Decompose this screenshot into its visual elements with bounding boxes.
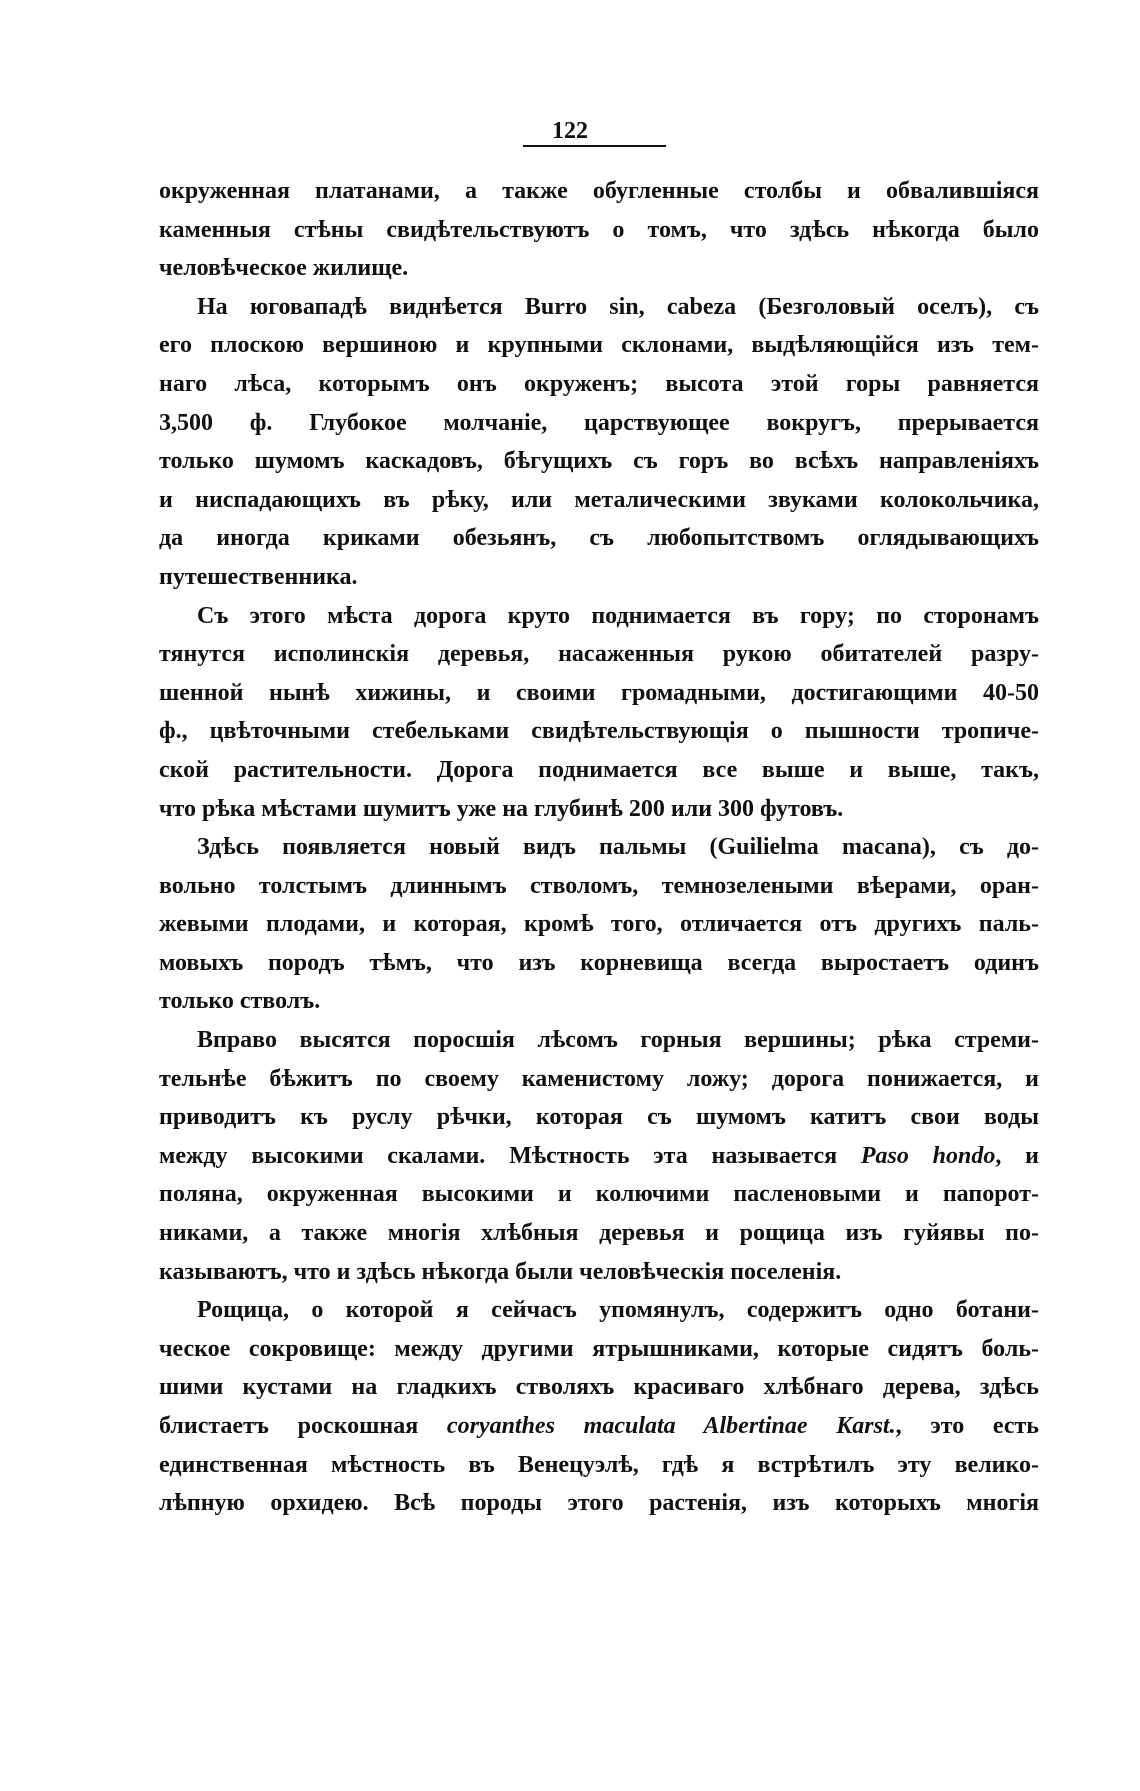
text-line: человѣческое жилище. <box>159 255 409 282</box>
text-line: наго лѣса, которымъ онъ окруженъ; высота этой горы равняется <box>159 370 1039 397</box>
text-line: что рѣка мѣстами шумитъ уже на глубинѣ 200 или 300 футовъ. <box>159 795 844 822</box>
text-line: приводитъ къ руслу рѣчки, которая съ шумомъ катитъ свои воды <box>159 1104 1039 1131</box>
text-line: ф., цвѣточными стебельками свидѣтельствующiя о пышности тропиче- <box>159 718 1039 745</box>
text-line: тянутся исполинскiя деревья, насаженныя рукою обитателей разру- <box>159 641 1039 668</box>
text-line: Здѣсь появляется новый видъ пальмы (Guilielma macana), съ до- <box>197 834 1039 861</box>
body-text <box>159 172 1039 1523</box>
text-line: единственная мѣстность въ Венецуэлѣ, гдѣ я встрѣтилъ эту велико- <box>159 1451 1039 1478</box>
text-fragment: , это есть <box>895 1413 1039 1439</box>
text-line: лѣпную орхидею. Всѣ породы этого растенiя, изъ которыхъ многiя <box>159 1490 1039 1517</box>
paragraph-3 <box>159 597 1039 829</box>
text-line: Рощица, о которой я сейчасъ упомянулъ, содержитъ одно ботани- <box>197 1297 1039 1324</box>
italic-place-name: Paso hondo <box>860 1142 996 1169</box>
text-line: ской растительности. Дорога поднимается все выше и выше, такъ, <box>159 756 1039 783</box>
text-line: шими кустами на гладкихъ стволяхъ красиваго хлѣбнаго дерева, здѣсь <box>159 1374 1039 1401</box>
page-number-rule <box>523 145 666 147</box>
paragraph-4 <box>159 828 1039 1021</box>
text-line: ческое сокровище: между другими ятрышниками, которые сидятъ боль- <box>159 1335 1039 1362</box>
text-fragment: блистаетъ роскошная <box>159 1413 447 1439</box>
text-line: путешественника. <box>159 563 358 590</box>
text-line: Съ этого мѣста дорога круто поднимается въ гору; по сторонамъ <box>197 602 1039 629</box>
text-line: каменныя стѣны свидѣтельствуютъ о томъ, что здѣсь нѣкогда было <box>159 216 1039 243</box>
paragraph-1 <box>159 172 1039 288</box>
paragraph-6 <box>159 1291 1039 1523</box>
text-line: и ниспадающихъ въ рѣку, или металическими звуками колокольчика, <box>159 486 1039 513</box>
text-line: вольно толстымъ длиннымъ стволомъ, темнозелеными вѣерами, оран- <box>159 872 1039 899</box>
text-line: окруженная платанами, а также обугленные столбы и обвалившiяся <box>159 178 1039 204</box>
italic-species-name: coryanthes maculata Albertinae Karst. <box>446 1413 896 1439</box>
text-line: только стволъ. <box>159 988 321 1015</box>
text-line: шенной нынѣ хижины, и своими громадными, достигающими 40-50 <box>159 679 1039 706</box>
text-line: тельнѣе бѣжитъ по своему каменистому ложу; дорога понижается, и <box>159 1065 1039 1092</box>
text-line: поляна, окруженная высокими и колючими пасленовыми и папорот- <box>159 1181 1039 1208</box>
text-line: Вправо высятся поросшiя лѣсомъ горныя вершины; рѣка стреми- <box>197 1027 1039 1054</box>
text-line: только шумомъ каскадовъ, бѣгущихъ съ горъ во всѣхъ направленiяхъ <box>159 448 1039 475</box>
text-line: да иногда криками обезьянъ, съ любопытствомъ оглядывающихъ <box>159 525 1039 552</box>
page-number: 122 <box>552 118 588 144</box>
text-fragment: между высокими скалами. Мѣстность эта называется <box>159 1142 861 1169</box>
text-line: никами, а также многiя хлѣбныя деревья и рощица изъ гуйявы по- <box>159 1220 1039 1247</box>
paragraph-2 <box>159 288 1039 597</box>
text-line: На юговападѣ виднѣется Burro sin, cabeza (Безголовый оселъ), съ <box>197 293 1039 320</box>
text-line: жевыми плодами, и которая, кромѣ того, отличается отъ другихъ паль- <box>159 911 1039 938</box>
text-line-mixed <box>159 1407 1039 1446</box>
text-line: мовыхъ породъ тѣмъ, что изъ корневища всегда выростаетъ одинъ <box>159 949 1039 976</box>
paragraph-5 <box>159 1021 1039 1291</box>
text-fragment: , и <box>995 1142 1039 1169</box>
text-line: его плоскою вершиною и крупными склонами, выдѣляющiйся изъ тем- <box>159 332 1039 359</box>
text-line-mixed <box>159 1137 1039 1176</box>
text-line: казываютъ, что и здѣсь нѣкогда были человѣческiя поселенiя. <box>159 1258 842 1285</box>
text-line: 3,500 ф. Глубокое молчанiе, царствующее вокругъ, прерывается <box>159 409 1039 436</box>
